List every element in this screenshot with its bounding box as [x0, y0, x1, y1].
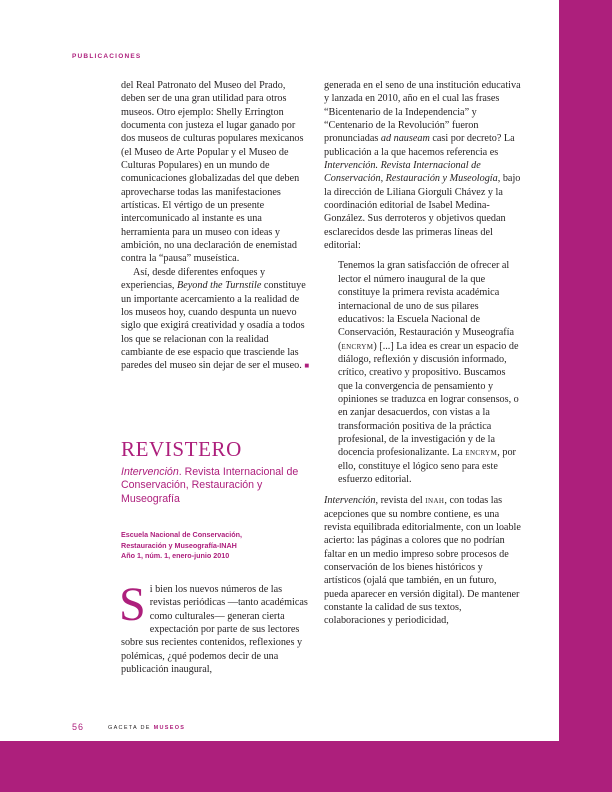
footer-magazine: GACETA DE MUSEOS [108, 725, 186, 731]
review-body: Si bien los nuevos números de las revistas periódicas —tanto académicas como culturales— generan cierta expectación por parte de sus lectores sobre sus recientes contenidos, reflexiones y polémicas, ¿qué podemos decir de una publicación inaugural, [119, 578, 308, 676]
drop-cap: S [119, 578, 146, 631]
end-mark-icon: ■ [304, 361, 310, 371]
section-title: REVISTERO [121, 437, 242, 461]
left-column [121, 79, 310, 373]
section-header: PUBLICACIONES [72, 53, 142, 60]
right-column [324, 79, 522, 628]
paragraph: del Real Patronato del Museo del Prado, deben ser de una gran utilidad para otros museos. Otro ejemplo: Shelly Errington documenta con justeza el lugar ganado por dos museos de culturas populares mexicanos (el Museo de Arte Popular y el Museo de Culturas Populares) en un mundo de comunicaciones globalizadas del que deben aprovecharse todas las manifestaciones artísticas. El vértigo de un presente intercomunicado al instante es una herramienta para un museo con ideas y ambición, no una declaración de enemistad contra la “pausa” museística. [121, 80, 304, 265]
block-quote: Tenemos la gran satisfacción de ofrecer al lector el número inaugural de la que constituye la primera revista académica internacional de uno de sus pilares educativos: la Escuela Nacional de Conservación, Restauración y Museografía (encrym) [...] La idea es crear un espacio de diálogo, reflexión y discusión informado, crítico, creativo y propositivo. Buscamos que la convergencia de pensamiento y opiniones se traduzca en lograr consensos, o en zanjar desacuerdos, con vistas a la transformación positiva de la práctica profesional, de la investigación y de la docencia profesionalizante. La encrym, por ello, constituye el lógico seno para este esfuerzo editorial. [338, 260, 519, 485]
review-meta: Escuela Nacional de Conservación, Restauración y Museografía-INAH Año 1, núm. 1, enero-junio 2010 [121, 530, 243, 561]
paragraph: Así, desde diferentes enfoques y experiencias, Beyond the Turnstile constituye un importante acercamiento a la realidad de los museos hoy, cuando despunta un nuevo siglo que exigirá creatividad y osadía a todos los que se relacionan con la realidad cambiante de ese espacio que trasciende las paredes del museo sin dejar de ser el museo. ■ [121, 266, 310, 372]
paragraph: Intervención, revista del inah, con todas las acepciones que su nombre contiene, es una revista equilibrada editorialmente, con un loable acierto: las páginas a colores que no podrían faltar en un medio impreso sobre procesos de conservación de los bienes históricos y artísticos (ojalá que también, en un futuro, pueda aparecer en versión digital). De mantener constante la calidad de sus textos, colaboraciones y periodicidad, [324, 495, 521, 627]
paragraph: generada en el seno de una institución educativa y lanzada en 2010, año en el cual las frases “Bicentenario de la Independencia” y “Centenario de la Revolución” fueron pronunciadas ad nauseam casi por decreto? La publicación a la que hacemos referencia es Intervención. Revista Internacional de Conservación, Restauración y Museología, bajo la dirección de Liliana Giorguli Chávez y la coordinación editorial de Isabel Medina-González. Sus derroteros y objetivos quedan esclarecidos desde las primeras líneas del editorial: [324, 80, 521, 252]
page-number: 56 [72, 722, 85, 732]
review-title: Intervención. Revista Internacional de Conservación, Restauración y Museografía [121, 466, 299, 505]
